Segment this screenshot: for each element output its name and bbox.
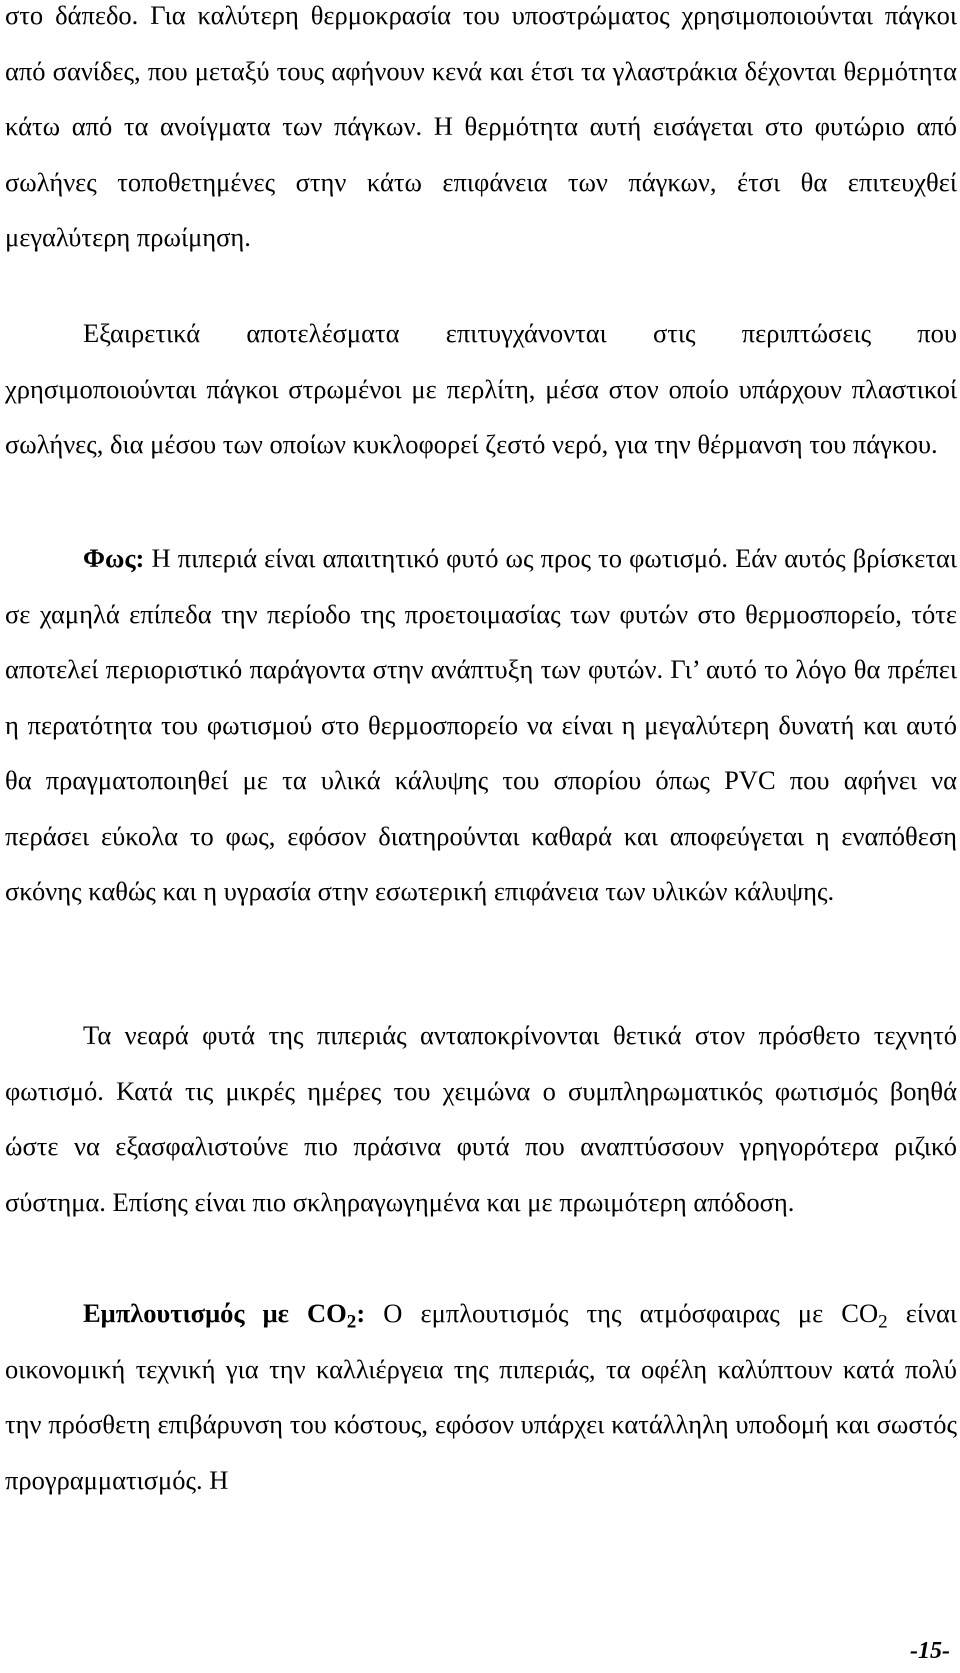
- section-heading-light: Φως:: [83, 543, 145, 573]
- paragraph-perlite-benches: [5, 306, 957, 473]
- paragraph-substrate-heating: [5, 0, 957, 266]
- paragraph-text: Ο εμπλουτισμός της ατμόσφαιρας με CO: [383, 1298, 879, 1328]
- paragraph-text: Τα νεαρά φυτά της πιπεριάς ανταποκρίνονται θετικά στον πρόσθετο τεχνητό φωτισμό. Κατά τις μικρές ημέρες του χειμώνα ο συμπληρωματικός φωτισμός βοηθά ώστε να εξασφαλιστούνε πιο πράσινα φυτά που αναπτύσσουν γρηγορότερα ριζικό σύστημα. Επίσης είναι πιο σκληραγωγημένα και με πρωιμότερη απόδοση.: [5, 1020, 957, 1217]
- page-number: -15-: [910, 1638, 950, 1664]
- paragraph-text: είναι οικονομική τεχνική για την καλλιέργεια της πιπεριάς, τα οφέλη καλύπτουν κατά πολύ την πρόσθετη επιβάρυνση του κόστους, εφόσον υπάρχει κατάλληλη υποδομή και σωστός προγραμματισμός. Η: [5, 1298, 958, 1495]
- paragraph-text: στο δάπεδο. Για καλύτερη θερμοκρασία του υποστρώματος χρησιμοποιούνται πάγκοι από σανίδες, που μεταξύ τους αφήνουν κενά και έτσι τα γλαστράκια δέχονται θερμότητα κάτω από τα ανοίγματα των πάγκων. Η θερμότητα αυτή εισάγεται στο φυτώριο από σωλήνες τοποθετημένες στην κάτω επιφάνεια των πάγκων, έτσι θα επιτευχθεί μεγαλύτερη πρωίμηση.: [5, 0, 957, 252]
- paragraph-artificial-lighting: [5, 1008, 957, 1230]
- paragraph-text: Η πιπεριά είναι απαιτητικό φυτό ως προς το φωτισμό. Εάν αυτός βρίσκεται σε χαμηλά επίπεδα την περίοδο της προετοιμασίας των φυτών στο θερμοσπορείο, τότε αποτελεί περιοριστικό παράγοντα στην ανάπτυξη των φυτών. Γι’ αυτό το λόγο θα πρέπει η περατότητα του φωτισμού στο θερμοσπορείο να είναι η μεγαλύτερη δυνατή και αυτό θα πραγματοποιηθεί με τα υλικά κάλυψης του σπορίου όπως PVC που αφήνει να περάσει εύκολα το φως, εφόσον διατηρούνται καθαρά και αποφεύγεται η εναπόθεση σκόνης καθώς και η υγρασία στην εσωτερική επιφάνεια των υλικών κάλυψης.: [5, 543, 957, 906]
- paragraph-light: [5, 531, 957, 920]
- paragraph-text: Εξαιρετικά αποτελέσματα επιτυγχάνονται στις περιπτώσεις που χρησιμοποιούνται πάγκοι στρωμένοι με περλίτη, μέσα στον οποίο υπάρχουν πλαστικοί σωλήνες, δια μέσου των οποίων κυκλοφορεί ζεστό νερό, για την θέρμανση του πάγκου.: [5, 318, 957, 459]
- paragraph-co2-enrichment: Εμπλουτισμός με $CO_2$: Ο εμπλουτισμός της ατμόσφαιρας με $CO_2$ είναι οικονομική τεχνική για την καλλιέργεια της πιπεριάς, τα οφέλη καλύπτουν κατά πολύ την πρόσθετη επιβάρυνση του κόστους, εφόσον υπάρχει κατάλληλη υποδομή και σωστός προγραμματισμός. Η: [5, 1298, 958, 1495]
- section-heading-co2: Εμπλουτισμός με $CO_2$:: [83, 1298, 366, 1333]
